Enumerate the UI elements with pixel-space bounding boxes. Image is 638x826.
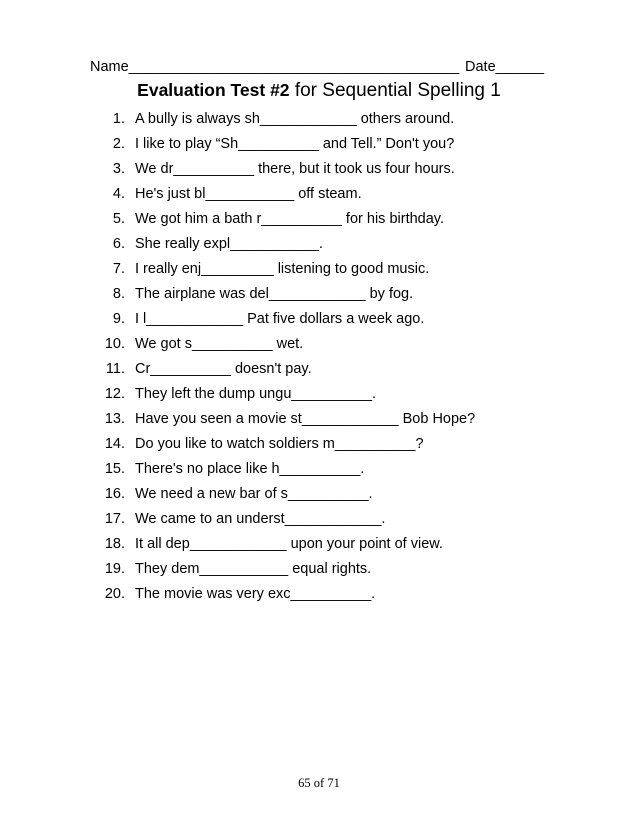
question-number: 2. bbox=[112, 136, 125, 152]
question-text: We dr__________ there, but it took us four hours. bbox=[135, 161, 455, 177]
date-field: Date______ bbox=[465, 59, 545, 75]
title-bold-part: Evaluation Test #2 bbox=[137, 80, 290, 100]
question-item bbox=[90, 309, 560, 334]
question-item bbox=[90, 534, 560, 559]
question-number: 3. bbox=[112, 161, 125, 177]
question-item bbox=[90, 434, 560, 459]
question-item bbox=[90, 559, 560, 584]
question-item bbox=[90, 234, 560, 259]
question-item bbox=[90, 359, 560, 384]
question-item bbox=[90, 584, 560, 609]
question-item bbox=[90, 484, 560, 509]
question-item bbox=[90, 109, 560, 134]
question-item bbox=[90, 384, 560, 409]
question-item bbox=[90, 259, 560, 284]
question-text: We need a new bar of s__________. bbox=[135, 486, 373, 502]
question-item bbox=[90, 459, 560, 484]
question-number: 13. bbox=[104, 411, 125, 427]
question-text: A bully is always sh____________ others around. bbox=[135, 111, 455, 127]
question-number: 16. bbox=[104, 486, 125, 502]
question-text: I really enj_________ listening to good music. bbox=[135, 261, 430, 277]
question-number: 7. bbox=[112, 261, 125, 277]
question-text: I like to play “Sh__________ and Tell.” Don't you? bbox=[135, 136, 455, 152]
page-title bbox=[0, 80, 638, 102]
question-number: 18. bbox=[104, 536, 125, 552]
question-text: The movie was very exc__________. bbox=[135, 586, 376, 602]
question-number: 19. bbox=[104, 561, 125, 577]
question-number: 12. bbox=[104, 386, 125, 402]
question-number: 8. bbox=[112, 286, 125, 302]
name-field: Name_________________________________________ bbox=[90, 59, 460, 75]
question-number: 10. bbox=[104, 336, 125, 352]
question-text: There's no place like h__________. bbox=[135, 461, 365, 477]
question-number: 14. bbox=[104, 436, 125, 452]
question-item bbox=[90, 284, 560, 309]
page-number: 65 of 71 bbox=[298, 776, 340, 790]
question-item bbox=[90, 209, 560, 234]
question-number: 1. bbox=[112, 111, 125, 127]
question-item bbox=[90, 134, 560, 159]
question-item bbox=[90, 159, 560, 184]
question-text: We came to an underst____________. bbox=[135, 511, 386, 527]
question-item bbox=[90, 334, 560, 359]
question-number: 20. bbox=[104, 586, 125, 602]
question-text: I l____________ Pat five dollars a week ago. bbox=[135, 311, 425, 327]
question-text: Do you like to watch soldiers m__________? bbox=[135, 436, 424, 452]
question-number: 11. bbox=[105, 361, 125, 377]
question-text: He's just bl___________ off steam. bbox=[135, 186, 362, 202]
question-text: Cr__________ doesn't pay. bbox=[135, 361, 312, 377]
question-number: 6. bbox=[112, 236, 125, 252]
title-regular-part: for Sequential Spelling 1 bbox=[289, 80, 501, 101]
question-text: It all dep____________ upon your point of view. bbox=[135, 536, 443, 552]
question-number: 15. bbox=[104, 461, 125, 477]
question-text: They left the dump ungu__________. bbox=[135, 386, 377, 402]
question-text: The airplane was del____________ by fog. bbox=[135, 286, 414, 302]
question-item bbox=[90, 409, 560, 434]
question-text: She really expl___________. bbox=[135, 236, 323, 252]
question-item bbox=[90, 184, 560, 209]
question-text: We got him a bath r__________ for his birthday. bbox=[135, 211, 444, 227]
question-number: 9. bbox=[112, 311, 125, 327]
question-number: 5. bbox=[112, 211, 125, 227]
question-text: Have you seen a movie st____________ Bob Hope? bbox=[135, 411, 476, 427]
question-number: 17. bbox=[104, 511, 125, 527]
question-number: 4. bbox=[112, 186, 125, 202]
question-text: They dem___________ equal rights. bbox=[135, 561, 372, 577]
question-text: We got s__________ wet. bbox=[135, 336, 304, 352]
question-item bbox=[90, 509, 560, 534]
question-list bbox=[90, 109, 560, 609]
header-line bbox=[90, 59, 545, 79]
